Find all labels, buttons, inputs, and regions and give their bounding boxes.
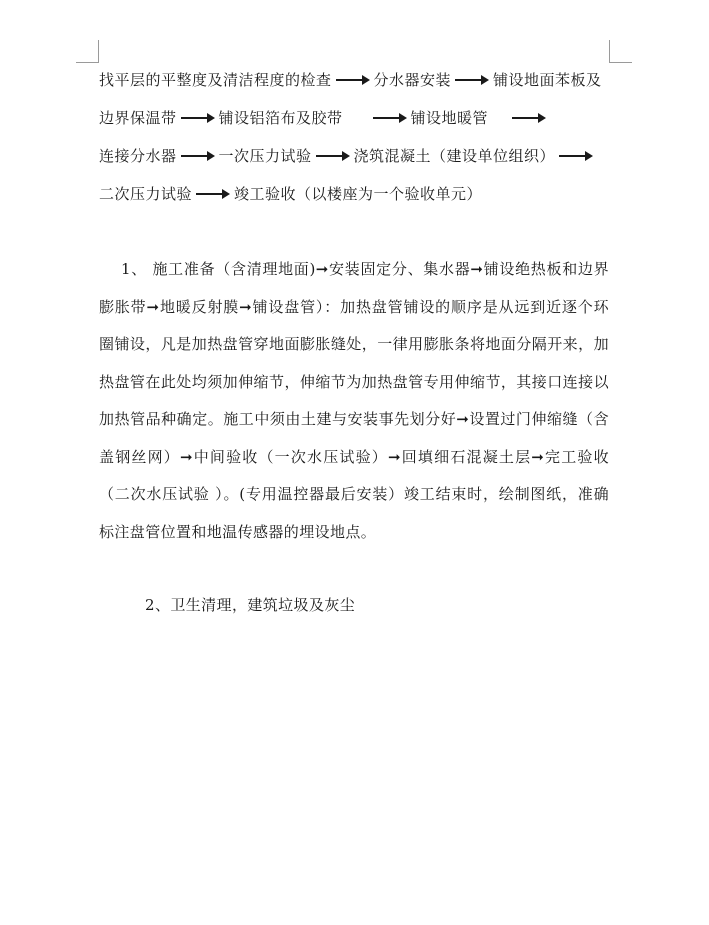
- top-left-margin-mark: [76, 40, 99, 63]
- flow-step: 连接分水器: [99, 147, 177, 165]
- flow-step: 边界保温带: [99, 109, 177, 127]
- flow-step: 铺设地面苯板及: [493, 71, 602, 89]
- flow-line-1: [99, 66, 659, 104]
- right-arrow-icon: [181, 113, 215, 123]
- section-1-number: 1、: [121, 260, 147, 278]
- right-arrow-icon: [512, 113, 546, 123]
- section-2-heading: 2、卫生清理，建筑垃圾及灰尘: [145, 596, 356, 614]
- flow-step: 找平层的平整度及清洁程度的检查: [99, 71, 332, 89]
- flow-line-2: [99, 104, 659, 142]
- flow-step: 浇筑混凝土（建设单位组织）: [353, 147, 556, 165]
- flow-step: 铺设地暖管: [410, 109, 489, 127]
- flow-step: 铺设铝箔布及胶带: [218, 109, 343, 127]
- flow-line-4: [99, 180, 659, 218]
- flow-step: 一次压力试验: [218, 147, 312, 165]
- right-arrow-icon: [455, 75, 489, 85]
- flow-step: 二次压力试验: [99, 185, 193, 203]
- section-1-paragraph: [99, 251, 609, 551]
- right-arrow-icon: [336, 75, 370, 85]
- right-arrow-icon: [316, 151, 350, 161]
- flow-step: 分水器安装: [373, 71, 452, 89]
- right-arrow-icon: [196, 189, 230, 199]
- section-1-text: 施工准备（含清理地面)➞安装固定分、集水器➞铺设绝热板和边界膨胀带➞地暖反射膜➞铺设盘管）：加热盘管铺设的顺序是从远到近逐个环圈铺设，凡是加热盘管穿地面膨胀缝处，一律用膨胀条将地面分隔开来，加热盘管在此处均须加伸缩节，伸缩节为加热盘管专用伸缩节，其接口连接以加热管品种确定。施工中须由土建与安装事先划分好➞设置过门伸缩缝（含盖钢丝网）➞中间验收（一次水压试验）➞回填细石混凝土层➞完工验收（二次水压试验 ）。(专用温控器最后安装）竣工结束时，绘制图纸，准确标注盘管位置和地温传感器的埋设地点。: [99, 260, 610, 541]
- flow-line-3: [99, 142, 659, 180]
- flow-step: 竣工验收（以楼座为一个验收单元）: [234, 185, 483, 203]
- right-arrow-icon: [181, 151, 215, 161]
- right-arrow-icon: [559, 151, 593, 161]
- process-flow: [99, 66, 659, 218]
- right-arrow-icon: [373, 113, 407, 123]
- top-right-margin-mark: [609, 40, 632, 63]
